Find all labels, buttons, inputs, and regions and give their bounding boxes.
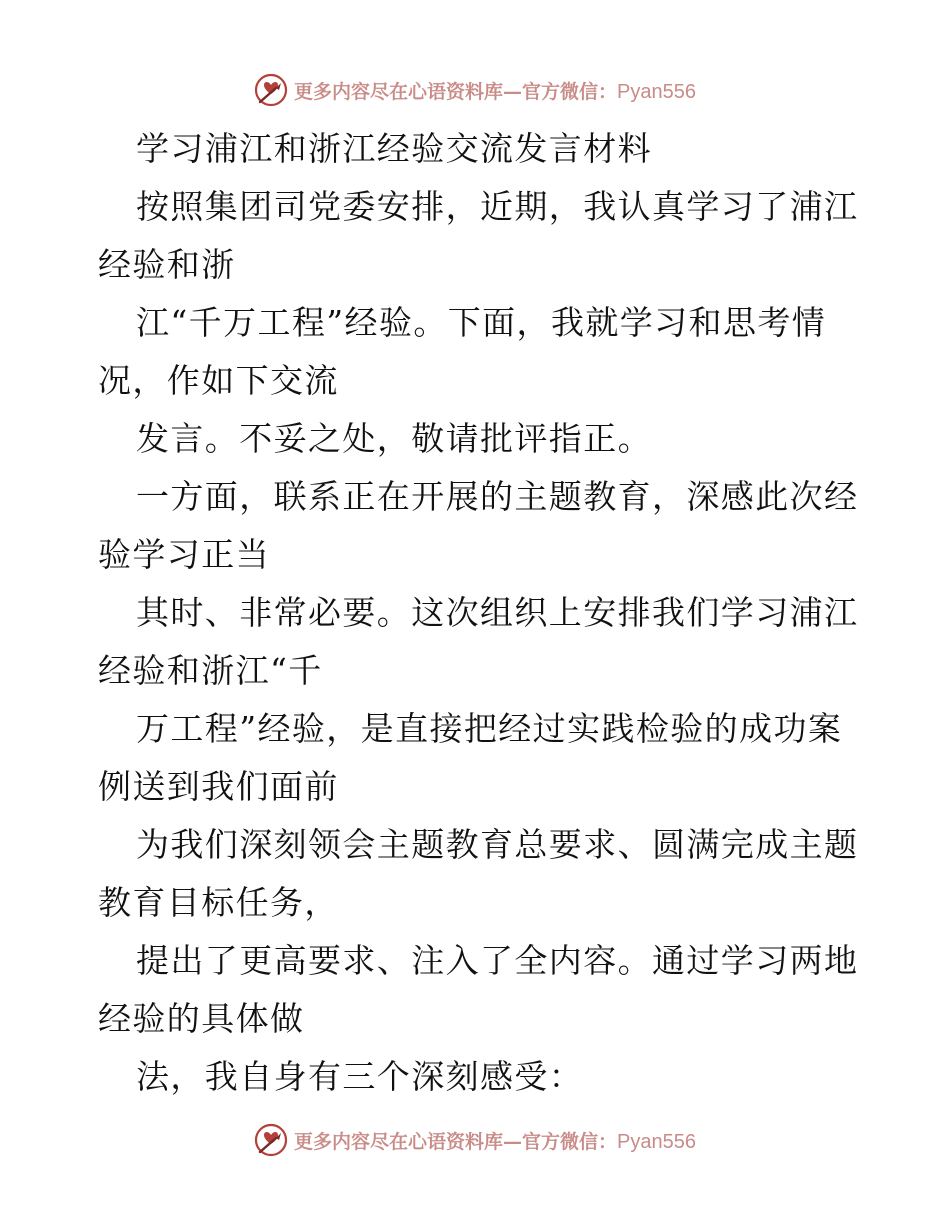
quill-heart-logo-icon bbox=[254, 1123, 288, 1157]
document-body bbox=[98, 120, 858, 1106]
text-line: 教育目标任务， bbox=[98, 883, 339, 922]
quill-heart-logo-icon bbox=[254, 73, 288, 107]
text-line: 江“千万工程”经验。下面，我就学习和思考情 bbox=[136, 303, 827, 342]
text-line: 况，作如下交流 bbox=[98, 361, 339, 400]
text-line: 经验和浙江“千 bbox=[98, 651, 323, 690]
text-line: 为我们深刻领会主题教育总要求、圆满完成主题 bbox=[136, 825, 859, 864]
text-line: 经验和浙 bbox=[98, 245, 236, 284]
text-line: 发言。不妥之处，敬请批评指正。 bbox=[136, 419, 652, 458]
text-line: 法，我自身有三个深刻感受： bbox=[136, 1057, 584, 1096]
watermark-text: 更多内容尽在心语资料库—官方微信：Pyan556 bbox=[294, 80, 696, 103]
text-line: 提出了更高要求、注入了全内容。通过学习两地 bbox=[136, 941, 859, 980]
footer-watermark bbox=[0, 1120, 950, 1160]
text-line: 万工程”经验，是直接把经过实践检验的成功案 bbox=[136, 709, 843, 748]
text-line: 验学习正当 bbox=[98, 535, 270, 574]
text-line: 其时、非常必要。这次组织上安排我们学习浦江 bbox=[136, 593, 859, 632]
text-line: 一方面，联系正在开展的主题教育，深感此次经 bbox=[136, 477, 859, 516]
text-line: 例送到我们面前 bbox=[98, 767, 339, 806]
header-watermark bbox=[0, 70, 950, 110]
text-line: 学习浦江和浙江经验交流发言材料 bbox=[136, 129, 652, 168]
text-line: 按照集团司党委安排，近期，我认真学习了浦江 bbox=[136, 187, 859, 226]
text-line: 经验的具体做 bbox=[98, 999, 305, 1038]
watermark-text: 更多内容尽在心语资料库—官方微信：Pyan556 bbox=[294, 1130, 696, 1153]
